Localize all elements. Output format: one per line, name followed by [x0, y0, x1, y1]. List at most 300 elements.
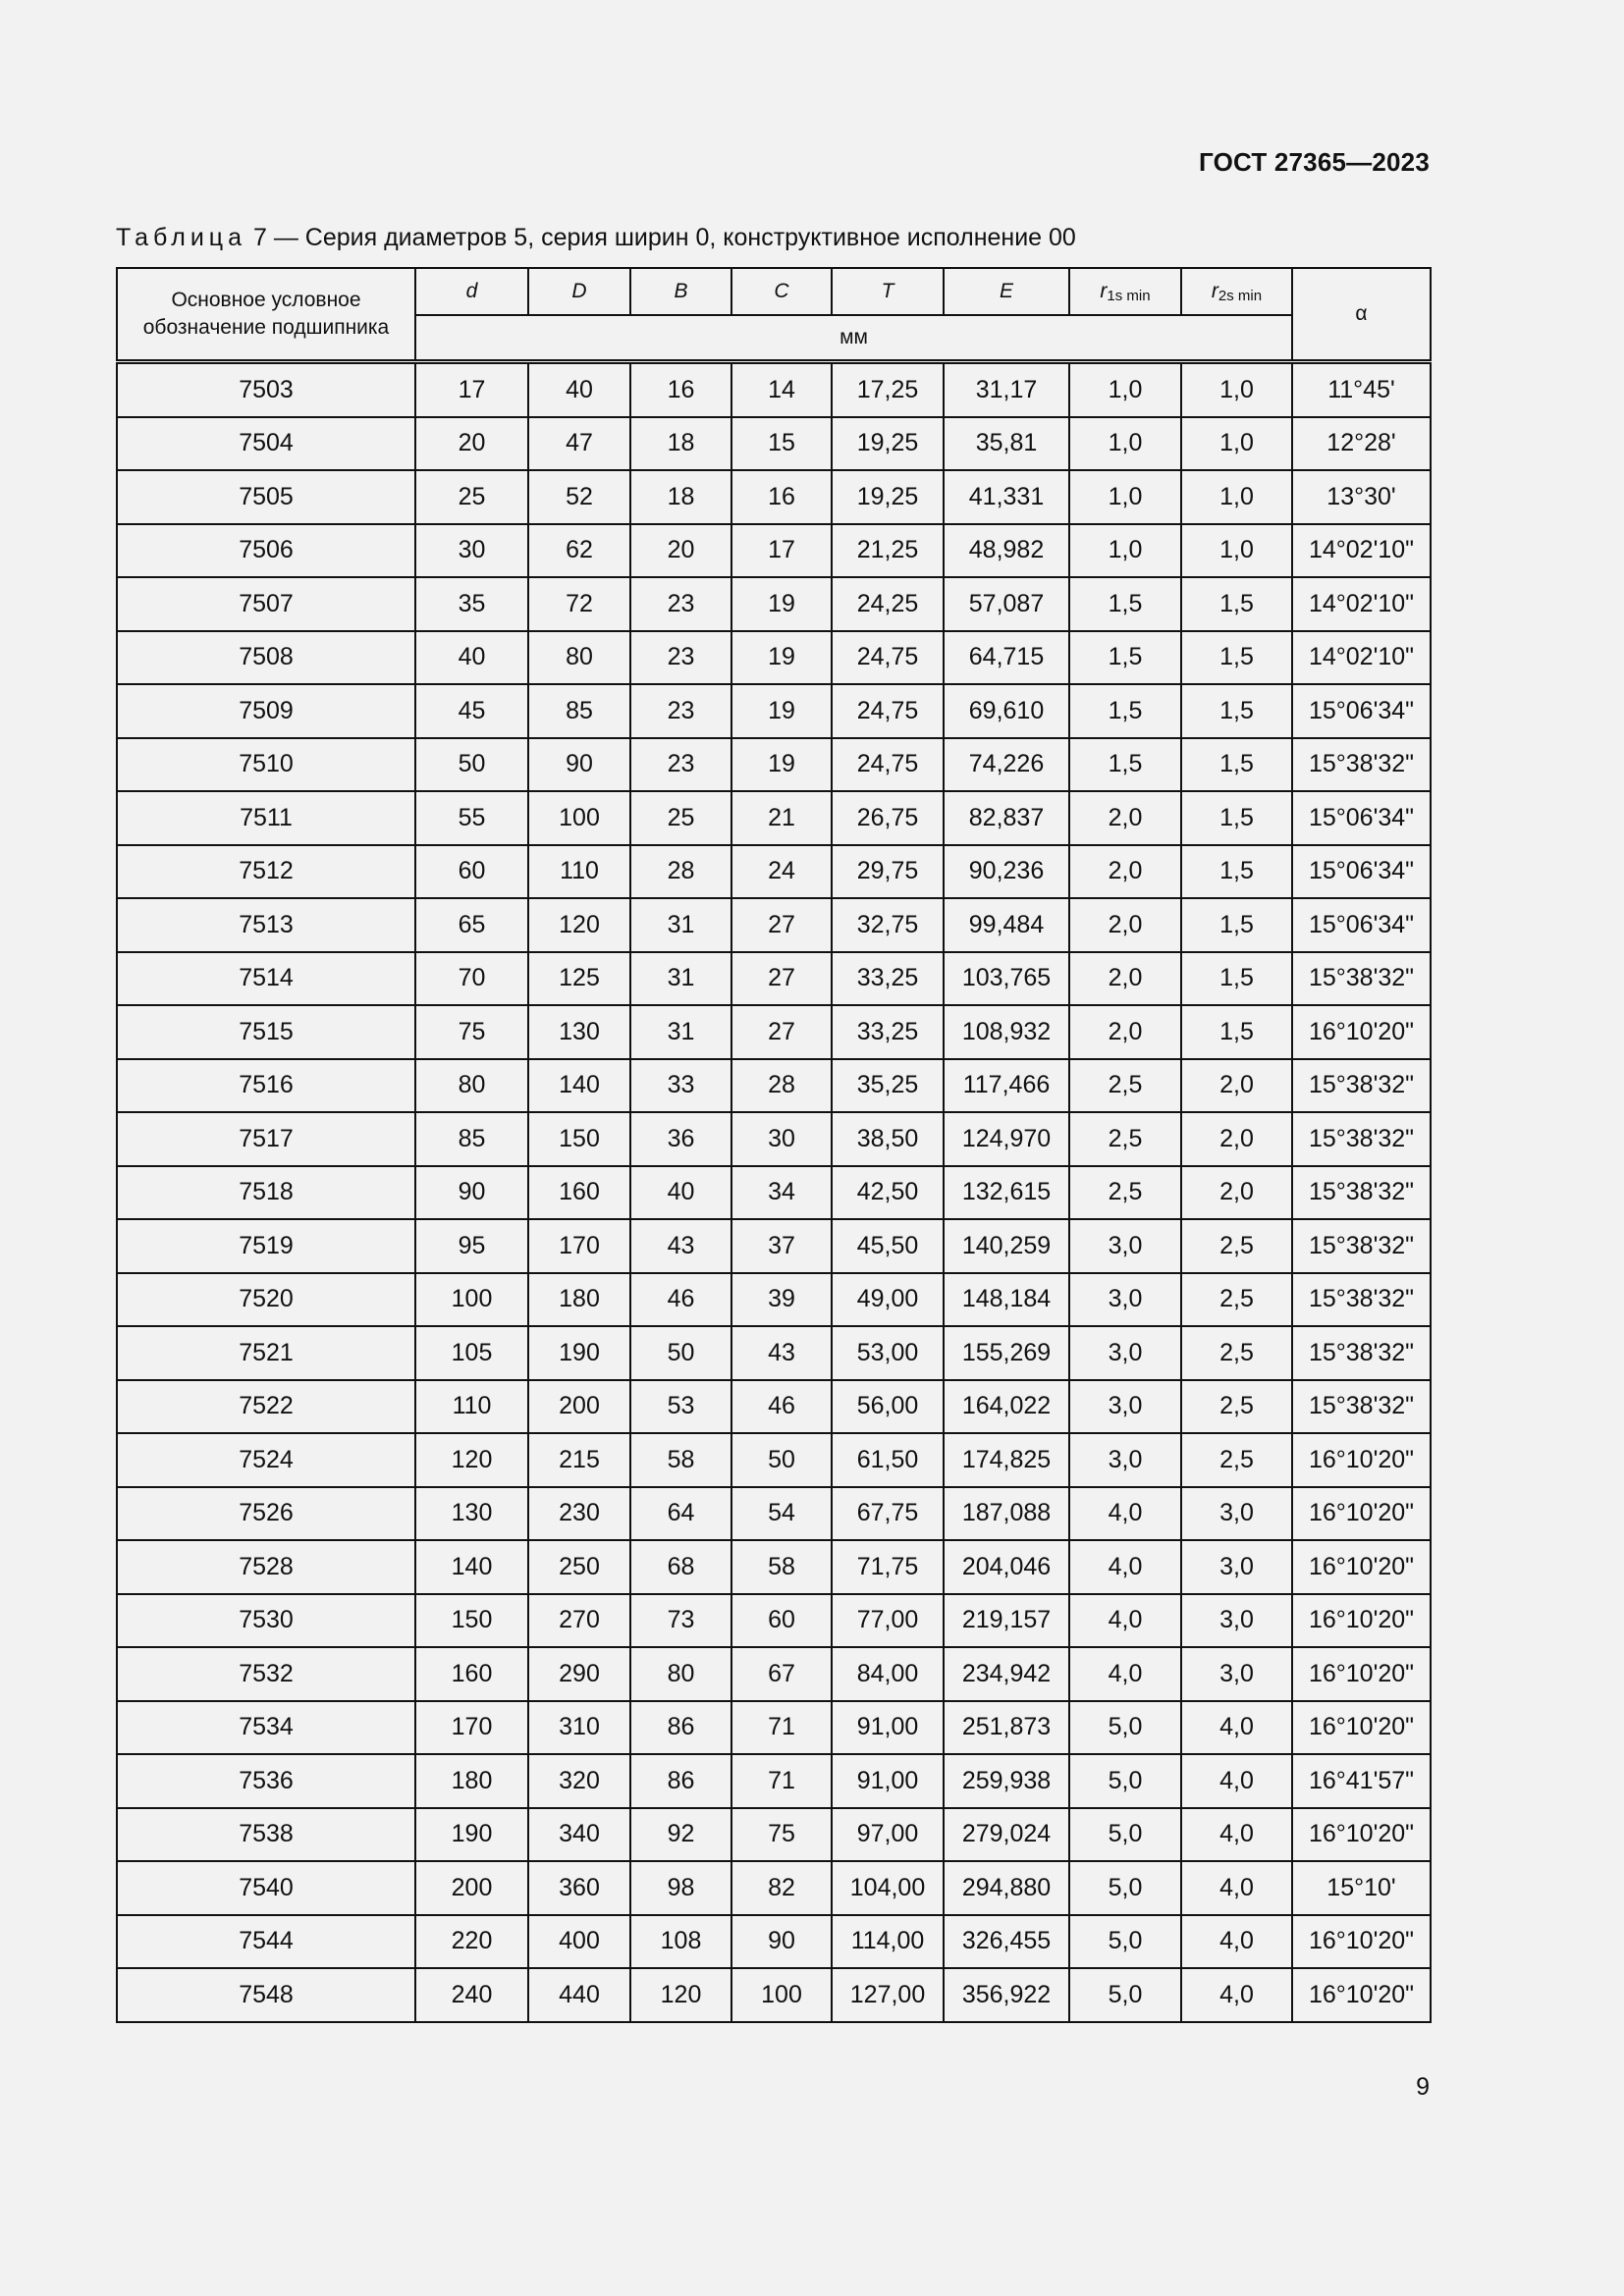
cell-C: 19 [731, 631, 832, 685]
cell-alpha: 16°10'20" [1292, 1968, 1431, 2022]
page-number: 9 [1416, 2073, 1430, 2101]
table-row [117, 1166, 1431, 1220]
cell-r1s-min: 1,0 [1069, 524, 1181, 578]
cell-r2s-min: 1,5 [1181, 898, 1292, 952]
cell-alpha: 16°10'20" [1292, 1701, 1431, 1755]
cell-D: 170 [528, 1219, 630, 1273]
cell-C: 19 [731, 577, 832, 631]
cell-designation: 7515 [117, 1005, 415, 1059]
cell-r1s-min: 4,0 [1069, 1487, 1181, 1541]
cell-T: 91,00 [832, 1754, 944, 1808]
table-row [117, 631, 1431, 685]
cell-B: 31 [630, 898, 731, 952]
cell-r1s-min: 4,0 [1069, 1647, 1181, 1701]
cell-D: 400 [528, 1915, 630, 1969]
cell-B: 33 [630, 1059, 731, 1113]
cell-T: 71,75 [832, 1540, 944, 1594]
cell-T: 45,50 [832, 1219, 944, 1273]
cell-T: 29,75 [832, 845, 944, 899]
table-row [117, 524, 1431, 578]
cell-alpha: 15°38'32" [1292, 1380, 1431, 1434]
table-row [117, 1754, 1431, 1808]
cell-B: 23 [630, 631, 731, 685]
cell-designation: 7518 [117, 1166, 415, 1220]
cell-B: 108 [630, 1915, 731, 1969]
cell-r1s-min: 3,0 [1069, 1326, 1181, 1380]
cell-B: 53 [630, 1380, 731, 1434]
cell-D: 290 [528, 1647, 630, 1701]
table-row [117, 845, 1431, 899]
cell-r2s-min: 3,0 [1181, 1647, 1292, 1701]
cell-B: 18 [630, 417, 731, 471]
cell-E: 90,236 [944, 845, 1069, 899]
header-r1s-min: $r_{1s min}$ [1069, 268, 1181, 315]
cell-B: 23 [630, 738, 731, 792]
cell-T: 53,00 [832, 1326, 944, 1380]
table-row [117, 1273, 1431, 1327]
cell-C: 100 [731, 1968, 832, 2022]
cell-r2s-min: 1,5 [1181, 791, 1292, 845]
cell-r1s-min: 3,0 [1069, 1273, 1181, 1327]
cell-r2s-min: 4,0 [1181, 1915, 1292, 1969]
cell-designation: 7536 [117, 1754, 415, 1808]
cell-alpha: 16°10'20" [1292, 1915, 1431, 1969]
cell-r2s-min: 2,0 [1181, 1059, 1292, 1113]
cell-C: 39 [731, 1273, 832, 1327]
cell-r2s-min: 3,0 [1181, 1540, 1292, 1594]
cell-T: 24,75 [832, 684, 944, 738]
cell-C: 19 [731, 684, 832, 738]
cell-C: 54 [731, 1487, 832, 1541]
cell-designation: 7526 [117, 1487, 415, 1541]
cell-D: 340 [528, 1808, 630, 1862]
cell-T: 127,00 [832, 1968, 944, 2022]
cell-d: 160 [415, 1647, 528, 1701]
cell-B: 28 [630, 845, 731, 899]
table-row [117, 1915, 1431, 1969]
table-row [117, 1005, 1431, 1059]
table-header [117, 268, 1431, 362]
table-row [117, 1861, 1431, 1915]
cell-designation: 7505 [117, 470, 415, 524]
cell-E: 259,938 [944, 1754, 1069, 1808]
cell-T: 91,00 [832, 1701, 944, 1755]
cell-designation: 7512 [117, 845, 415, 899]
cell-T: 67,75 [832, 1487, 944, 1541]
cell-r1s-min: 2,5 [1069, 1112, 1181, 1166]
cell-C: 30 [731, 1112, 832, 1166]
cell-d: 85 [415, 1112, 528, 1166]
cell-r1s-min: 1,0 [1069, 417, 1181, 471]
cell-r2s-min: 1,5 [1181, 845, 1292, 899]
cell-D: 120 [528, 898, 630, 952]
cell-E: 148,184 [944, 1273, 1069, 1327]
cell-r1s-min: 4,0 [1069, 1540, 1181, 1594]
cell-designation: 7520 [117, 1273, 415, 1327]
cell-B: 18 [630, 470, 731, 524]
table-caption-label: Таблица [116, 224, 247, 251]
cell-alpha: 14°02'10" [1292, 631, 1431, 685]
cell-r2s-min: 1,0 [1181, 470, 1292, 524]
table-caption [116, 224, 1076, 252]
cell-r1s-min: 1,5 [1069, 577, 1181, 631]
cell-T: 35,25 [832, 1059, 944, 1113]
cell-d: 17 [415, 362, 528, 417]
table-row [117, 1968, 1431, 2022]
header-T: T [832, 268, 944, 315]
cell-D: 110 [528, 845, 630, 899]
cell-E: 234,942 [944, 1647, 1069, 1701]
cell-C: 27 [731, 952, 832, 1006]
cell-r1s-min: 1,5 [1069, 738, 1181, 792]
cell-C: 43 [731, 1326, 832, 1380]
cell-D: 40 [528, 362, 630, 417]
cell-D: 440 [528, 1968, 630, 2022]
table-row [117, 470, 1431, 524]
cell-alpha: 14°02'10" [1292, 577, 1431, 631]
table-row [117, 952, 1431, 1006]
cell-alpha: 15°38'32" [1292, 1059, 1431, 1113]
cell-r1s-min: 2,5 [1069, 1059, 1181, 1113]
cell-T: 42,50 [832, 1166, 944, 1220]
cell-E: 174,825 [944, 1433, 1069, 1487]
cell-r1s-min: 2,0 [1069, 898, 1181, 952]
cell-E: 164,022 [944, 1380, 1069, 1434]
cell-r1s-min: 5,0 [1069, 1861, 1181, 1915]
cell-designation: 7528 [117, 1540, 415, 1594]
cell-r2s-min: 1,0 [1181, 362, 1292, 417]
cell-r2s-min: 2,5 [1181, 1326, 1292, 1380]
table-row [117, 1380, 1431, 1434]
cell-E: 99,484 [944, 898, 1069, 952]
cell-D: 140 [528, 1059, 630, 1113]
cell-alpha: 16°10'20" [1292, 1540, 1431, 1594]
cell-C: 71 [731, 1701, 832, 1755]
header-D: D [528, 268, 630, 315]
cell-B: 23 [630, 684, 731, 738]
cell-C: 71 [731, 1754, 832, 1808]
cell-E: 279,024 [944, 1808, 1069, 1862]
cell-E: 31,17 [944, 362, 1069, 417]
cell-C: 58 [731, 1540, 832, 1594]
cell-d: 40 [415, 631, 528, 685]
cell-designation: 7514 [117, 952, 415, 1006]
cell-designation: 7511 [117, 791, 415, 845]
cell-r1s-min: 5,0 [1069, 1808, 1181, 1862]
cell-B: 50 [630, 1326, 731, 1380]
cell-T: 84,00 [832, 1647, 944, 1701]
table-row [117, 684, 1431, 738]
cell-C: 15 [731, 417, 832, 471]
cell-alpha: 15°38'32" [1292, 952, 1431, 1006]
cell-alpha: 15°38'32" [1292, 1273, 1431, 1327]
cell-designation: 7522 [117, 1380, 415, 1434]
cell-d: 150 [415, 1594, 528, 1648]
cell-B: 64 [630, 1487, 731, 1541]
cell-D: 250 [528, 1540, 630, 1594]
cell-r2s-min: 4,0 [1181, 1968, 1292, 2022]
cell-C: 60 [731, 1594, 832, 1648]
cell-B: 20 [630, 524, 731, 578]
cell-alpha: 15°06'34" [1292, 898, 1431, 952]
cell-C: 28 [731, 1059, 832, 1113]
cell-alpha: 15°38'32" [1292, 738, 1431, 792]
table-row [117, 1540, 1431, 1594]
table-body [117, 362, 1431, 2022]
cell-d: 55 [415, 791, 528, 845]
cell-E: 132,615 [944, 1166, 1069, 1220]
cell-d: 130 [415, 1487, 528, 1541]
cell-r2s-min: 4,0 [1181, 1861, 1292, 1915]
table-row [117, 1647, 1431, 1701]
cell-d: 220 [415, 1915, 528, 1969]
cell-T: 24,25 [832, 577, 944, 631]
cell-r1s-min: 2,0 [1069, 952, 1181, 1006]
cell-r2s-min: 1,0 [1181, 524, 1292, 578]
cell-E: 204,046 [944, 1540, 1069, 1594]
cell-E: 108,932 [944, 1005, 1069, 1059]
cell-T: 33,25 [832, 1005, 944, 1059]
cell-d: 95 [415, 1219, 528, 1273]
cell-E: 326,455 [944, 1915, 1069, 1969]
cell-B: 31 [630, 1005, 731, 1059]
cell-C: 19 [731, 738, 832, 792]
cell-d: 65 [415, 898, 528, 952]
cell-alpha: 16°10'20" [1292, 1005, 1431, 1059]
cell-D: 62 [528, 524, 630, 578]
cell-E: 57,087 [944, 577, 1069, 631]
cell-d: 35 [415, 577, 528, 631]
cell-T: 33,25 [832, 952, 944, 1006]
cell-alpha: 15°38'32" [1292, 1219, 1431, 1273]
cell-E: 41,331 [944, 470, 1069, 524]
cell-T: 49,00 [832, 1273, 944, 1327]
cell-r2s-min: 3,0 [1181, 1594, 1292, 1648]
cell-r1s-min: 5,0 [1069, 1915, 1181, 1969]
cell-r1s-min: 1,5 [1069, 684, 1181, 738]
cell-B: 31 [630, 952, 731, 1006]
cell-r1s-min: 2,0 [1069, 845, 1181, 899]
cell-alpha: 15°06'34" [1292, 791, 1431, 845]
cell-D: 150 [528, 1112, 630, 1166]
cell-alpha: 16°10'20" [1292, 1487, 1431, 1541]
document-code: ГОСТ 27365—2023 [1199, 147, 1430, 177]
cell-T: 104,00 [832, 1861, 944, 1915]
cell-d: 240 [415, 1968, 528, 2022]
cell-B: 98 [630, 1861, 731, 1915]
cell-d: 105 [415, 1326, 528, 1380]
cell-alpha: 16°10'20" [1292, 1433, 1431, 1487]
cell-C: 17 [731, 524, 832, 578]
cell-r2s-min: 1,5 [1181, 684, 1292, 738]
header-bearing-designation: Основное условное обозначение подшипника [117, 268, 415, 362]
cell-r1s-min: 4,0 [1069, 1594, 1181, 1648]
cell-designation: 7544 [117, 1915, 415, 1969]
cell-T: 21,25 [832, 524, 944, 578]
cell-E: 140,259 [944, 1219, 1069, 1273]
cell-r2s-min: 4,0 [1181, 1808, 1292, 1862]
cell-D: 47 [528, 417, 630, 471]
cell-C: 16 [731, 470, 832, 524]
cell-alpha: 15°06'34" [1292, 845, 1431, 899]
table-row [117, 1219, 1431, 1273]
header-C: C [731, 268, 832, 315]
cell-d: 120 [415, 1433, 528, 1487]
cell-D: 52 [528, 470, 630, 524]
cell-C: 50 [731, 1433, 832, 1487]
cell-C: 82 [731, 1861, 832, 1915]
cell-d: 80 [415, 1059, 528, 1113]
cell-T: 32,75 [832, 898, 944, 952]
cell-alpha: 13°30' [1292, 470, 1431, 524]
cell-C: 67 [731, 1647, 832, 1701]
cell-designation: 7513 [117, 898, 415, 952]
cell-D: 270 [528, 1594, 630, 1648]
cell-designation: 7530 [117, 1594, 415, 1648]
cell-E: 82,837 [944, 791, 1069, 845]
cell-E: 117,466 [944, 1059, 1069, 1113]
cell-d: 25 [415, 470, 528, 524]
cell-C: 14 [731, 362, 832, 417]
cell-r2s-min: 1,5 [1181, 1005, 1292, 1059]
cell-r1s-min: 5,0 [1069, 1701, 1181, 1755]
cell-E: 74,226 [944, 738, 1069, 792]
cell-D: 320 [528, 1754, 630, 1808]
table-row [117, 1059, 1431, 1113]
cell-r1s-min: 2,0 [1069, 791, 1181, 845]
cell-designation: 7509 [117, 684, 415, 738]
cell-alpha: 11°45' [1292, 362, 1431, 417]
cell-d: 170 [415, 1701, 528, 1755]
cell-C: 27 [731, 898, 832, 952]
cell-designation: 7516 [117, 1059, 415, 1113]
cell-C: 27 [731, 1005, 832, 1059]
cell-d: 30 [415, 524, 528, 578]
header-d: d [415, 268, 528, 315]
table-row [117, 1112, 1431, 1166]
cell-d: 100 [415, 1273, 528, 1327]
cell-T: 38,50 [832, 1112, 944, 1166]
cell-alpha: 12°28' [1292, 417, 1431, 471]
cell-r2s-min: 4,0 [1181, 1701, 1292, 1755]
cell-designation: 7540 [117, 1861, 415, 1915]
cell-B: 25 [630, 791, 731, 845]
cell-D: 310 [528, 1701, 630, 1755]
cell-r1s-min: 1,0 [1069, 362, 1181, 417]
cell-D: 80 [528, 631, 630, 685]
cell-designation: 7524 [117, 1433, 415, 1487]
cell-alpha: 15°38'32" [1292, 1112, 1431, 1166]
cell-B: 86 [630, 1701, 731, 1755]
table-row [117, 1808, 1431, 1862]
cell-D: 72 [528, 577, 630, 631]
cell-E: 251,873 [944, 1701, 1069, 1755]
cell-designation: 7534 [117, 1701, 415, 1755]
cell-alpha: 16°10'20" [1292, 1594, 1431, 1648]
cell-D: 230 [528, 1487, 630, 1541]
cell-d: 20 [415, 417, 528, 471]
cell-E: 155,269 [944, 1326, 1069, 1380]
cell-C: 90 [731, 1915, 832, 1969]
cell-designation: 7521 [117, 1326, 415, 1380]
cell-designation: 7532 [117, 1647, 415, 1701]
table-row [117, 738, 1431, 792]
table-caption-text: 7 — Серия диаметров 5, серия ширин 0, конструктивное исполнение 00 [246, 224, 1076, 251]
table-row [117, 1487, 1431, 1541]
cell-d: 50 [415, 738, 528, 792]
table-row [117, 417, 1431, 471]
table-row [117, 898, 1431, 952]
table-row [117, 362, 1431, 417]
cell-C: 21 [731, 791, 832, 845]
cell-D: 215 [528, 1433, 630, 1487]
header-r2s-min: $r_{2s min}$ [1181, 268, 1292, 315]
cell-r2s-min: 3,0 [1181, 1487, 1292, 1541]
cell-C: 24 [731, 845, 832, 899]
cell-B: 120 [630, 1968, 731, 2022]
cell-B: 80 [630, 1647, 731, 1701]
table-row [117, 1433, 1431, 1487]
cell-designation: 7504 [117, 417, 415, 471]
cell-D: 125 [528, 952, 630, 1006]
cell-alpha: 16°10'20" [1292, 1647, 1431, 1701]
cell-B: 86 [630, 1754, 731, 1808]
cell-C: 75 [731, 1808, 832, 1862]
cell-B: 68 [630, 1540, 731, 1594]
cell-D: 160 [528, 1166, 630, 1220]
cell-D: 85 [528, 684, 630, 738]
cell-r2s-min: 4,0 [1181, 1754, 1292, 1808]
cell-d: 60 [415, 845, 528, 899]
cell-d: 90 [415, 1166, 528, 1220]
cell-B: 36 [630, 1112, 731, 1166]
cell-alpha: 16°41'57" [1292, 1754, 1431, 1808]
cell-T: 56,00 [832, 1380, 944, 1434]
cell-r1s-min: 1,5 [1069, 631, 1181, 685]
cell-r2s-min: 2,5 [1181, 1219, 1292, 1273]
cell-r2s-min: 2,0 [1181, 1166, 1292, 1220]
cell-T: 97,00 [832, 1808, 944, 1862]
cell-B: 73 [630, 1594, 731, 1648]
cell-B: 43 [630, 1219, 731, 1273]
cell-T: 19,25 [832, 417, 944, 471]
cell-designation: 7507 [117, 577, 415, 631]
cell-D: 90 [528, 738, 630, 792]
cell-d: 110 [415, 1380, 528, 1434]
header-B: B [630, 268, 731, 315]
cell-d: 45 [415, 684, 528, 738]
cell-alpha: 15°38'32" [1292, 1326, 1431, 1380]
cell-B: 46 [630, 1273, 731, 1327]
cell-r1s-min: 2,0 [1069, 1005, 1181, 1059]
cell-E: 48,982 [944, 524, 1069, 578]
table-row [117, 791, 1431, 845]
cell-designation: 7503 [117, 362, 415, 417]
cell-C: 34 [731, 1166, 832, 1220]
header-E: E [944, 268, 1069, 315]
cell-T: 24,75 [832, 738, 944, 792]
cell-d: 140 [415, 1540, 528, 1594]
cell-r2s-min: 2,5 [1181, 1273, 1292, 1327]
cell-r2s-min: 2,5 [1181, 1433, 1292, 1487]
cell-C: 46 [731, 1380, 832, 1434]
cell-r2s-min: 1,5 [1181, 577, 1292, 631]
cell-D: 180 [528, 1273, 630, 1327]
cell-d: 75 [415, 1005, 528, 1059]
cell-alpha: 14°02'10" [1292, 524, 1431, 578]
cell-designation: 7548 [117, 1968, 415, 2022]
cell-r1s-min: 1,0 [1069, 470, 1181, 524]
